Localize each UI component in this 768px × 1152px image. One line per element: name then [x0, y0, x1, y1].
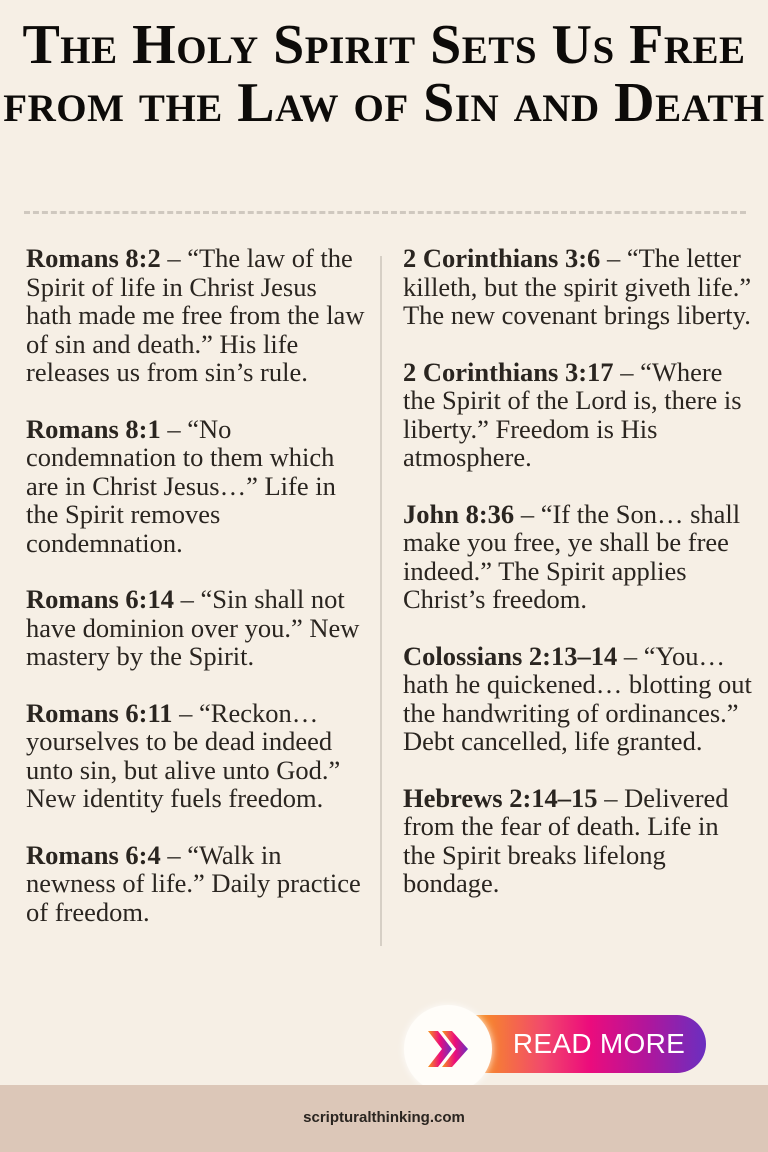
verse-reference: Romans 8:2	[26, 243, 161, 273]
verse-entry	[26, 841, 366, 927]
verse-entry	[403, 358, 753, 472]
verse-entry	[26, 585, 366, 671]
verse-text: – “Reckon… yourselves to be dead indeed unto sin, but alive unto God.” New identity fuels freedom.	[26, 697, 341, 813]
verse-reference: Romans 6:14	[26, 584, 174, 614]
verse-text: – “The letter killeth, but the spirit giveth life.” The new covenant brings liberty.	[403, 243, 752, 330]
verse-reference: Romans 6:11	[26, 697, 173, 728]
verse-entry	[26, 415, 366, 558]
page-title: The Holy Spirit Sets Us Free from the Law of Sin and Death	[3, 14, 765, 134]
verse-text: – “No condemnation to them which are in Christ Jesus…” Life in the Spirit removes condemnation.	[26, 413, 336, 558]
read-more-icon-circle[interactable]	[404, 1005, 492, 1093]
verse-reference: Colossians 2:13–14	[403, 640, 618, 671]
verse-text: – “If the Son… shall make you free, ye shall be free indeed.” The Spirit applies Christ’s freedom.	[403, 498, 741, 614]
column-divider	[380, 256, 382, 946]
read-more-label: READ MORE	[512, 1028, 686, 1059]
verse-text: – “You… hath he quickened… blotting out the handwriting of ordinances.” Debt cancelled, life granted.	[403, 640, 752, 756]
verse-entry	[403, 642, 753, 756]
verse-entry	[403, 784, 753, 898]
verse-text: – “The law of the Spirit of life in Christ Jesus hath made me free from the law of sin and death.” His life releases us from sin’s rule.	[26, 243, 365, 387]
site-url[interactable]: scripturalthinking.com	[303, 1109, 465, 1126]
verse-reference: Romans 8:1	[26, 413, 161, 444]
left-column	[26, 244, 366, 954]
verse-reference: Hebrews 2:14–15	[403, 782, 598, 813]
verse-entry	[403, 500, 753, 614]
verse-reference: 2 Corinthians 3:6	[403, 243, 601, 273]
verse-entry	[26, 699, 366, 813]
read-more-button[interactable]	[404, 1005, 706, 1073]
verse-entry	[26, 244, 366, 387]
verse-text: – Delivered from the fear of death. Life in the Spirit breaks lifelong bondage.	[403, 782, 729, 898]
dashed-divider	[24, 211, 746, 214]
verse-text: – “Where the Spirit of the Lord is, there is liberty.” Freedom is His atmosphere.	[403, 356, 742, 472]
verse-text: – “Sin shall not have dominion over you.” New mastery by the Spirit.	[26, 584, 360, 671]
verse-reference: Romans 6:4	[26, 839, 161, 870]
verse-text: – “Walk in newness of life.” Daily practice of freedom.	[26, 839, 361, 927]
verse-reference: John 8:36	[403, 498, 515, 529]
read-more-pill[interactable]	[472, 1015, 706, 1073]
right-column	[403, 244, 753, 926]
double-chevron-right-icon	[426, 1029, 470, 1069]
verse-entry	[403, 244, 753, 330]
verse-reference: 2 Corinthians 3:17	[403, 356, 614, 387]
